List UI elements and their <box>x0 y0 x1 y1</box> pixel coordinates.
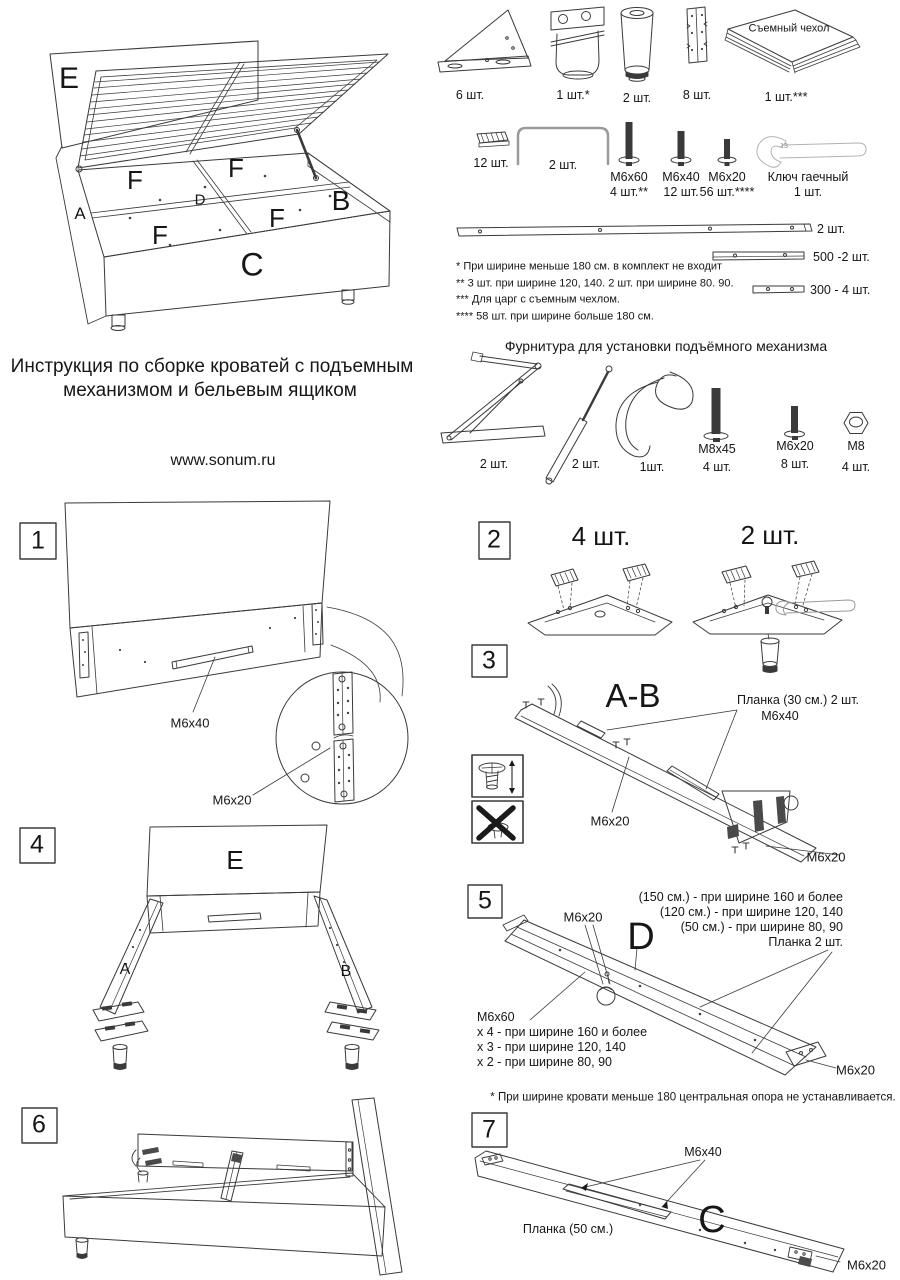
kit-bolt-m6x60-icon <box>619 122 639 166</box>
kit-pad-qty: 12 шт. <box>473 155 509 170</box>
kit-note-4: **** 58 шт. при ширине больше 180 см. <box>456 310 654 323</box>
step5-label-d: D <box>627 916 655 959</box>
step7-label-c: C <box>698 1199 726 1242</box>
kit-bracket-qty: 6 шт. <box>455 87 485 102</box>
hw-bolt-m6x20-qty: 8 шт. <box>780 456 810 471</box>
kit-wrench-size: 13 <box>780 142 788 150</box>
step6-drawing <box>63 1098 402 1275</box>
overview-label-f2: F <box>228 153 244 184</box>
kit-bolt-m6x20-icon <box>718 139 736 166</box>
step4-label-e: E <box>226 845 244 876</box>
kit-legmount-qty: 1 шт.* <box>556 87 590 102</box>
step5-m6x20-bottom-label: M6x20 <box>836 1062 876 1078</box>
kit-bolt-m6x40-qty: 12 шт. <box>663 184 699 199</box>
kit-wrench-label: Ключ гаечный <box>767 169 849 184</box>
step4-label-a: A <box>119 960 131 978</box>
kit-slat-long-icon <box>457 224 812 236</box>
step5-size-line1: (150 см.) - при ширине 160 и более <box>638 889 843 904</box>
overview-label-f3: F <box>152 220 168 251</box>
overview-label-f1: F <box>127 165 143 196</box>
step5-m6x60-line1: x 4 - при ширине 160 и более <box>477 1024 648 1039</box>
step7-m6x40-label: M6x40 <box>684 1144 722 1159</box>
kit-leg-mount-icon <box>551 7 604 79</box>
step7-drawing <box>475 1151 844 1272</box>
step5-m6x60-line3: x 2 - при ширине 80, 90 <box>477 1054 612 1069</box>
overview-label-c: C <box>240 246 264 283</box>
step7-plank-label: Планка (50 см.) <box>522 1221 614 1236</box>
kit-note-2: ** 3 шт. при ширине 120, 140. 2 шт. при ширине 80. 90. <box>456 277 734 290</box>
website-link[interactable]: www.sonum.ru <box>170 451 276 469</box>
hw-bolt-m6x20-size: M6x20 <box>776 438 814 453</box>
overview-label-b: B <box>331 184 351 216</box>
kit-pad-icon <box>477 132 509 147</box>
overview-label-d: D <box>194 191 206 209</box>
kit-note-3: *** Для царг с съемным чехлом. <box>456 293 620 306</box>
step4-label-b: B <box>340 962 352 980</box>
kit-cover-label: Съемный чехол <box>748 22 830 35</box>
hw-strap-icon <box>616 372 693 457</box>
step1-m6x20-label: M6x20 <box>212 792 252 808</box>
kit-bolt-m6x40-icon <box>671 131 691 166</box>
hw-bolt-m8x45-size: M8x45 <box>698 441 736 456</box>
step6-number: 6 <box>32 1110 46 1139</box>
kit-leg-icon <box>621 8 653 82</box>
step3-number: 3 <box>482 646 496 675</box>
hw-gaslift-qty: 2 шт. <box>571 456 601 471</box>
hw-hinge-icon <box>441 352 545 443</box>
step2-drawing <box>528 561 855 673</box>
kit-wrench-icon <box>757 137 866 168</box>
step1-m6x40-label: M6x40 <box>170 715 210 731</box>
kit-bolt-m6x20-size: M6x20 <box>708 169 746 184</box>
kit-plate-icon <box>687 7 707 63</box>
hw-hinge-qty: 2 шт. <box>479 456 509 471</box>
kit-slat-long-qty: 2 шт. <box>817 221 846 236</box>
overview-label-a: A <box>74 204 86 224</box>
hardware-heading: Фурнитура для установки подъёмного механизма <box>504 337 828 354</box>
step3-m6x40-label: M6x40 <box>761 708 799 723</box>
kit-uwire-qty: 2 шт. <box>548 157 578 172</box>
kit-slat-300-qty: 300 - 4 шт. <box>810 282 871 297</box>
step7-number: 7 <box>482 1115 496 1144</box>
kit-plate-qty: 8 шт. <box>682 87 712 102</box>
kit-wrench-qty: 1 шт. <box>793 184 823 199</box>
hw-nut-m8-icon <box>844 413 868 434</box>
overview-label-e: E <box>58 61 80 95</box>
step5-m6x20-top-label: M6x20 <box>563 909 603 925</box>
step2-number: 2 <box>487 525 501 554</box>
step5-m6x60-label: M6x60 <box>477 1009 515 1024</box>
kit-cover-qty: 1 шт.*** <box>764 89 808 104</box>
kit-slat-300-icon <box>753 286 804 293</box>
hw-bolt-m8x45-icon <box>704 388 728 442</box>
step5-m6x60-line2: x 3 - при ширине 120, 140 <box>477 1039 626 1054</box>
kit-leg-qty: 2 шт. <box>622 90 652 105</box>
kit-slat-500-qty: 500 -2 шт. <box>813 249 870 264</box>
overview-label-f4: F <box>269 203 285 234</box>
step5-note: * При ширине кровати меньше 180 центральная опора не устанавливается. <box>490 1091 896 1104</box>
step1-number: 1 <box>31 526 45 555</box>
step3-plank-label: Планка (30 см.) 2 шт. <box>736 692 860 707</box>
step7-m6x20-label: M6x20 <box>847 1257 887 1273</box>
kit-corner-bracket-icon <box>438 10 531 72</box>
kit-bolt-m6x20-qty: 56 шт.**** <box>699 184 755 199</box>
kit-bolt-m6x60-size: M6x60 <box>610 169 648 184</box>
hw-nut-qty: 4 шт. <box>841 459 871 474</box>
step5-size-line3: (50 см.) - при ширине 80, 90 <box>680 919 843 934</box>
hw-nut-size: M8 <box>847 438 865 453</box>
kit-cover-icon <box>725 10 860 73</box>
step-number-boxes <box>20 522 510 1147</box>
step3-m6x20-left-label: M6x20 <box>590 813 630 829</box>
step4-number: 4 <box>30 830 44 859</box>
step3-title: A-B <box>605 677 661 715</box>
step5-size-line2: (120 см.) - при ширине 120, 140 <box>659 904 843 919</box>
hw-bolt-m6x20-icon <box>785 406 805 440</box>
doc-title-line2: механизмом и бельевым ящиком <box>63 380 357 402</box>
step1-drawing <box>65 501 408 804</box>
hw-bolt-m8x45-qty: 4 шт. <box>702 459 732 474</box>
step2-left-qty: 4 шт. <box>571 521 631 552</box>
step5-number: 5 <box>478 886 492 915</box>
kit-bolt-m6x60-qty: 4 шт.** <box>610 184 648 199</box>
step3-m6x20-right-label: M6x20 <box>806 849 846 865</box>
doc-title-line1: Инструкция по сборке кроватей с подъемным <box>10 356 414 378</box>
hw-strap-qty: 1шт. <box>639 459 665 474</box>
kit-note-1: * При ширине меньше 180 см. в комплект не входит <box>456 260 723 273</box>
step2-right-qty: 2 шт. <box>740 520 800 551</box>
step5-plank-qty: Планка 2 шт. <box>768 934 843 949</box>
kit-bolt-m6x40-size: M6x40 <box>662 169 700 184</box>
kit-slat-500-icon <box>713 252 804 260</box>
